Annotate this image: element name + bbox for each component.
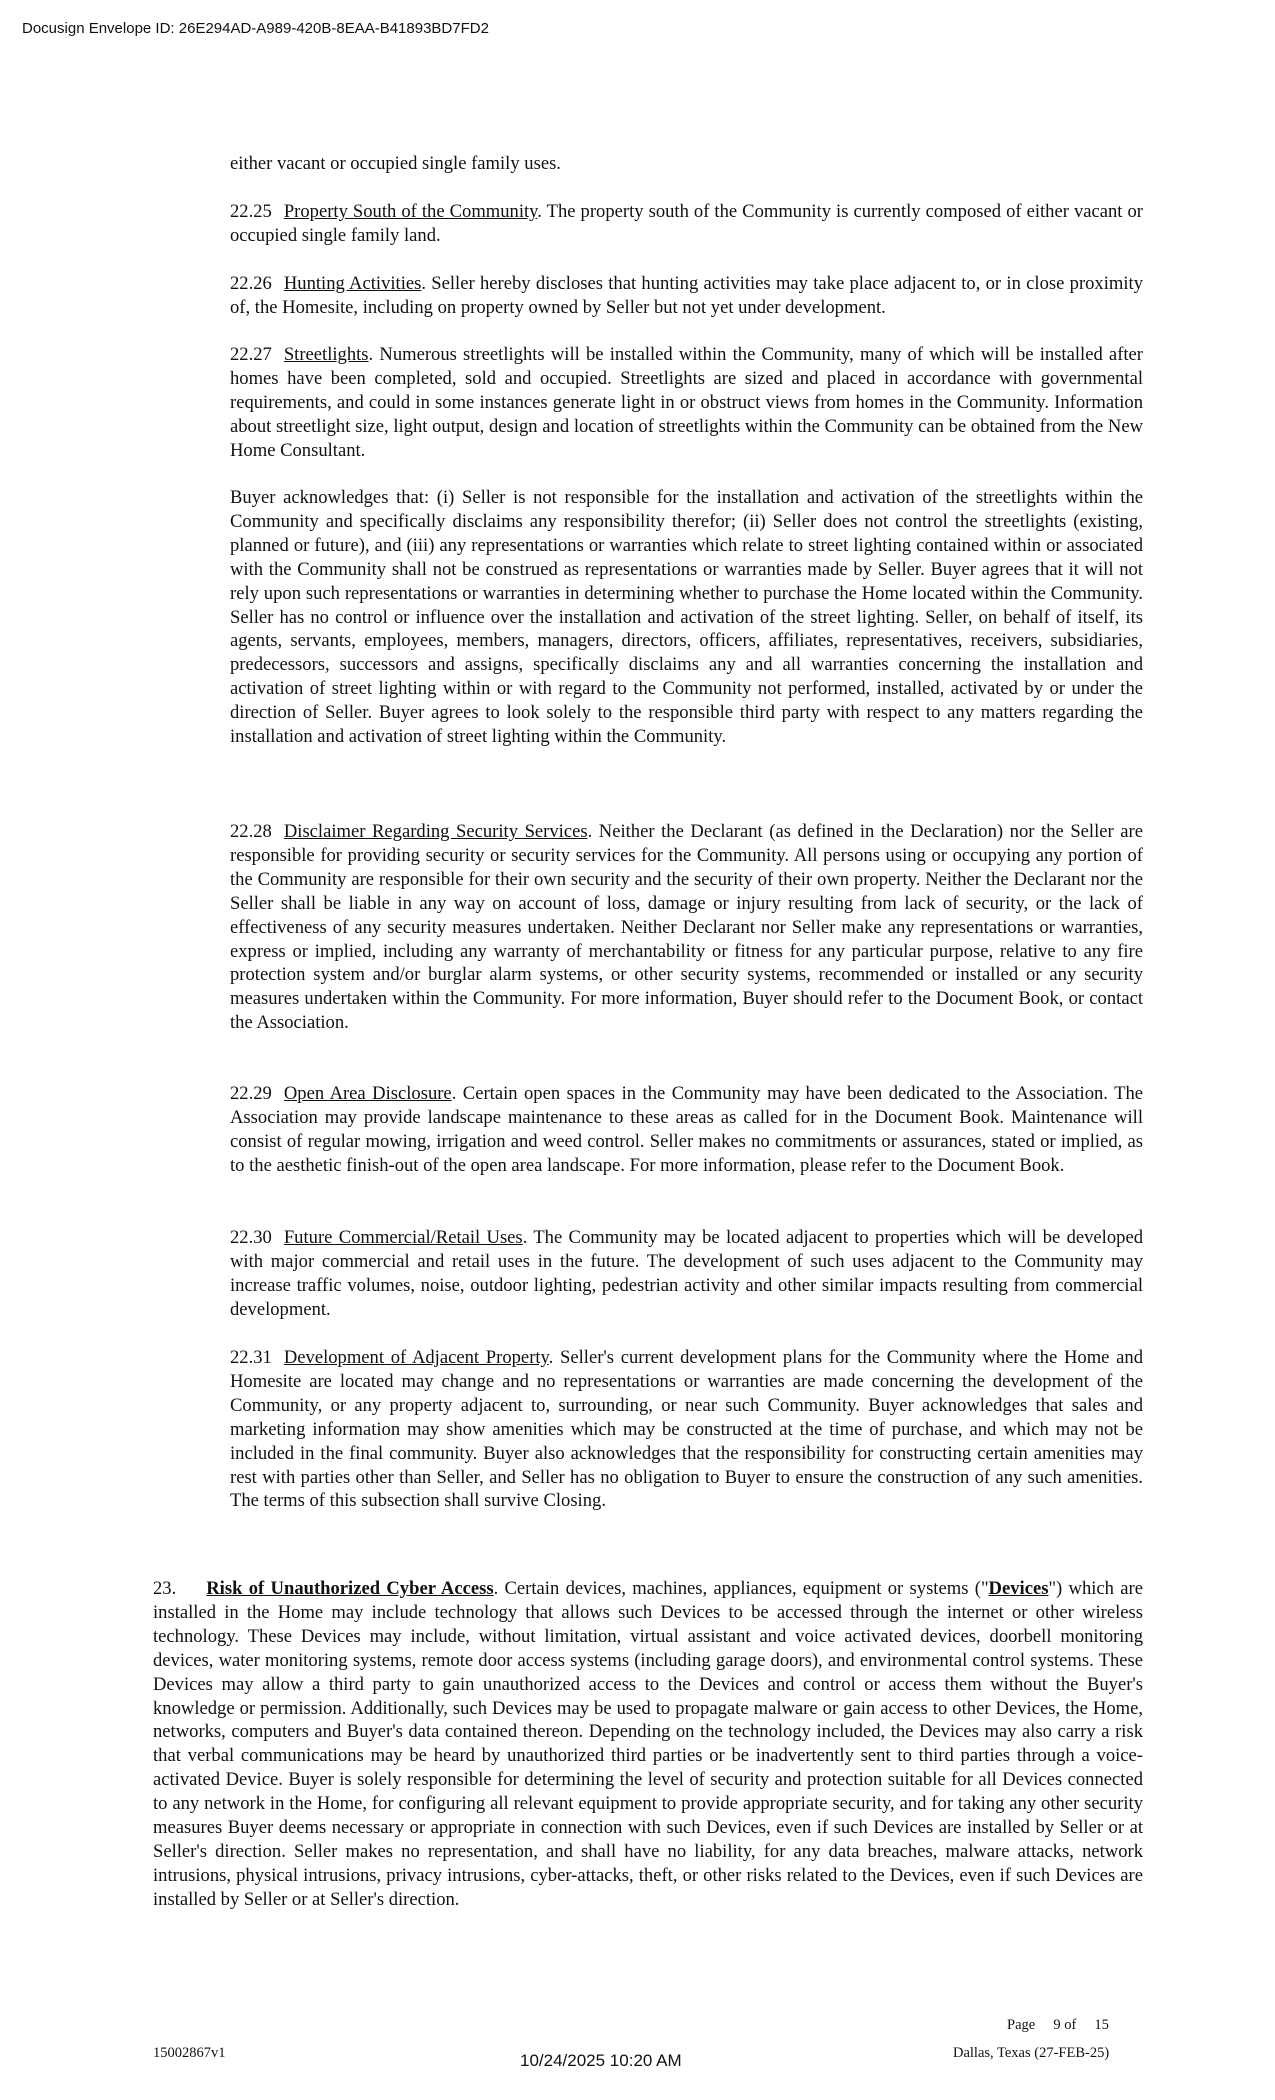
section-body: . Neither the Declarant (as defined in the Declaration) nor the Seller are responsible for providing security or security services for the Community. All persons using or occupying any portion of the Community are responsible for their own security and the security of their own property. Neither the Declarant nor the Seller shall be liable in any way on account of loss, damage or injury resulting from lack of security, or the lack of effectiveness of any security measures undertaken. Neither Declarant nor Seller make any representations or warranties, express or implied, including any warranty of merchantability or fitness for any particular purpose, relative to any fire protection system and/or burglar alarm systems, or other security systems, recommended or installed or any security measures undertaken within the Community. For more information, Buyer should refer to the Document Book, or contact the Association. <box>230 821 1143 1034</box>
section-body: ") which are installed in the Home may include technology that allows such Devices to be accessed through the internet or other wireless technology. These Devices may include, without limitation, virtual assistant and voice activated devices, doorbell monitoring devices, water monitoring systems, remote door access systems (including garage doors), and environmental control systems. These Devices may allow a third party to gain unauthorized access to the Devices and control or access them without the Buyer's knowledge or permission. Additionally, such Devices may be used to propagate malware or gain access to other Devices, the Home, networks, computers and Buyer's data contained thereon. Depending on the technology included, the Devices may also carry a risk that verbal communications may be heard by unauthorized third parties or be inadvertently sent to third parties through a voice-activated Device. Buyer is solely responsible for determining the level of security and protection suitable for all Devices connected to any network in the Home, for configuring all relevant equipment to provide appropriate security, and for taking any other security measures Buyer deems necessary or appropriate in connection with such Devices, even if such Devices are installed by Seller or at Seller's direction. Seller makes no representation, and shall have no liability, for any data breaches, malware attacks, network intrusions, physical intrusions, privacy intrusions, cyber-attacks, theft, or other risks related to the Devices, even if such Devices are installed by Seller or at Seller's direction. <box>153 1578 1143 1910</box>
section-title: Property South of the Community <box>283 201 538 222</box>
page-total: 15 <box>1094 2017 1109 2033</box>
section-22-29 <box>230 1082 1143 1178</box>
section-number: 23. <box>153 1578 177 1599</box>
signing-timestamp: 10/24/2025 10:20 AM <box>520 2051 682 2070</box>
document-id: 15002867v1 <box>153 2045 226 2061</box>
section-number: 22.27 <box>230 344 272 365</box>
section-body: . Numerous streetlights will be installed within the Community, many of which will be installed after homes have been completed, sold and occupied. Streetlights are sized and placed in accordance with governmental requirements, and could in some instances generate light in or obstruct views from homes in the Community. Information about streetlight size, light output, design and location of streetlights within the Community can be obtained from the New Home Consultant. <box>230 344 1143 461</box>
continuation-text: either vacant or occupied single family uses. <box>230 153 561 174</box>
section-number: 22.28 <box>230 821 272 842</box>
section-title: Hunting Activities <box>283 273 422 294</box>
section-22-26 <box>230 272 1143 320</box>
section-body: . The Community may be located adjacent to properties which will be developed with major commercial and retail uses in the future. The development of such uses adjacent to the Community may increase traffic volumes, noise, outdoor lighting, pedestrian activity and other similar impacts resulting from commercial development. <box>230 1227 1143 1320</box>
of-label: of <box>1064 2017 1077 2033</box>
section-title: Streetlights <box>283 344 369 365</box>
section-title: Risk of Unauthorized Cyber Access <box>206 1578 494 1599</box>
section-number: 22.30 <box>230 1227 272 1248</box>
section-number: 22.29 <box>230 1083 272 1104</box>
section-title: Development of Adjacent Property <box>283 1347 549 1368</box>
document-location: Dallas, Texas (27-FEB-25) <box>953 2045 1110 2061</box>
page-number <box>1007 2017 1109 2034</box>
section-number: 22.31 <box>230 1347 272 1368</box>
section-22-27 <box>230 343 1143 463</box>
section-23 <box>153 1577 1143 1912</box>
section-body: . Certain open spaces in the Community may have been dedicated to the Association. The Association may provide landscape maintenance to these areas as called for in the Document Book. Maintenance will consist of regular mowing, irrigation and weed control. Seller makes no commitments or assurances, stated or implied, as to the aesthetic finish-out of the open area landscape. For more information, please refer to the Document Book. <box>230 1083 1143 1176</box>
section-22-25 <box>230 200 1143 248</box>
buyer-acknowledgement-paragraph: Buyer acknowledges that: (i) Seller is not responsible for the installation and activation of the streetlights within the Community and specifically disclaims any responsibility therefor; (ii) Seller does not control the streetlights (existing, planned or future), and (iii) any representations or warranties which relate to street lighting contained within or associated with the Community shall not be construed as representations or warranties made by Seller. Buyer agrees that it will not rely upon such representations or warranties in determining whether to purchase the Home located within the Community. Seller has no control or influence over the installation and activation of the street lighting. Seller, on behalf of itself, its agents, servants, employees, members, managers, directors, officers, affiliates, representatives, receivers, subsidiaries, predecessors, successors and assigns, specifically disclaims any and all warranties concerning the installation and activation of street lighting within or with regard to the Community not performed, installed, activated by or under the direction of Seller. Buyer agrees to look solely to the responsible third party with respect to any matters regarding the installation and activation of street lighting within the Community. <box>230 487 1143 748</box>
envelope-id: Docusign Envelope ID: 26E294AD-A989-420B-8EAA-B41893BD7FD2 <box>22 20 489 37</box>
section-22-30 <box>230 1226 1143 1322</box>
section-number: 22.26 <box>230 273 272 294</box>
section-title: Future Commercial/Retail Uses <box>283 1227 523 1248</box>
section-body: . The property south of the Community is currently composed of either vacant or occupied single family land. <box>230 201 1143 246</box>
page-label: Page <box>1007 2017 1036 2033</box>
section-title: Disclaimer Regarding Security Services <box>283 821 588 842</box>
section-title: Open Area Disclosure <box>283 1083 452 1104</box>
section-body: . Seller's current development plans for the Community where the Home and Homesite are located may change and no representations or warranties are made concerning the development of the Community, or any property adjacent to, surrounding, or near such Community. Buyer acknowledges that sales and marketing information may show amenities which may be constructed at the time of purchase, and which may not be included in the final community. Buyer also acknowledges that the responsibility for constructing certain amenities may rest with parties other than Seller, and Seller has no obligation to Buyer to ensure the construction of any such amenities. The terms of this subsection shall survive Closing. <box>230 1347 1143 1512</box>
page-current: 9 <box>1053 2017 1061 2033</box>
section-22-31 <box>230 1346 1143 1513</box>
section-body: . Seller hereby discloses that hunting activities may take place adjacent to, or in close proximity of, the Homesite, including on property owned by Seller but not yet under development. <box>230 273 1143 318</box>
section-number: 22.25 <box>230 201 272 222</box>
section-intro: . Certain devices, machines, appliances, equipment or systems (" <box>493 1578 989 1599</box>
defined-term: Devices <box>988 1578 1049 1599</box>
section-22-28 <box>230 820 1143 1035</box>
